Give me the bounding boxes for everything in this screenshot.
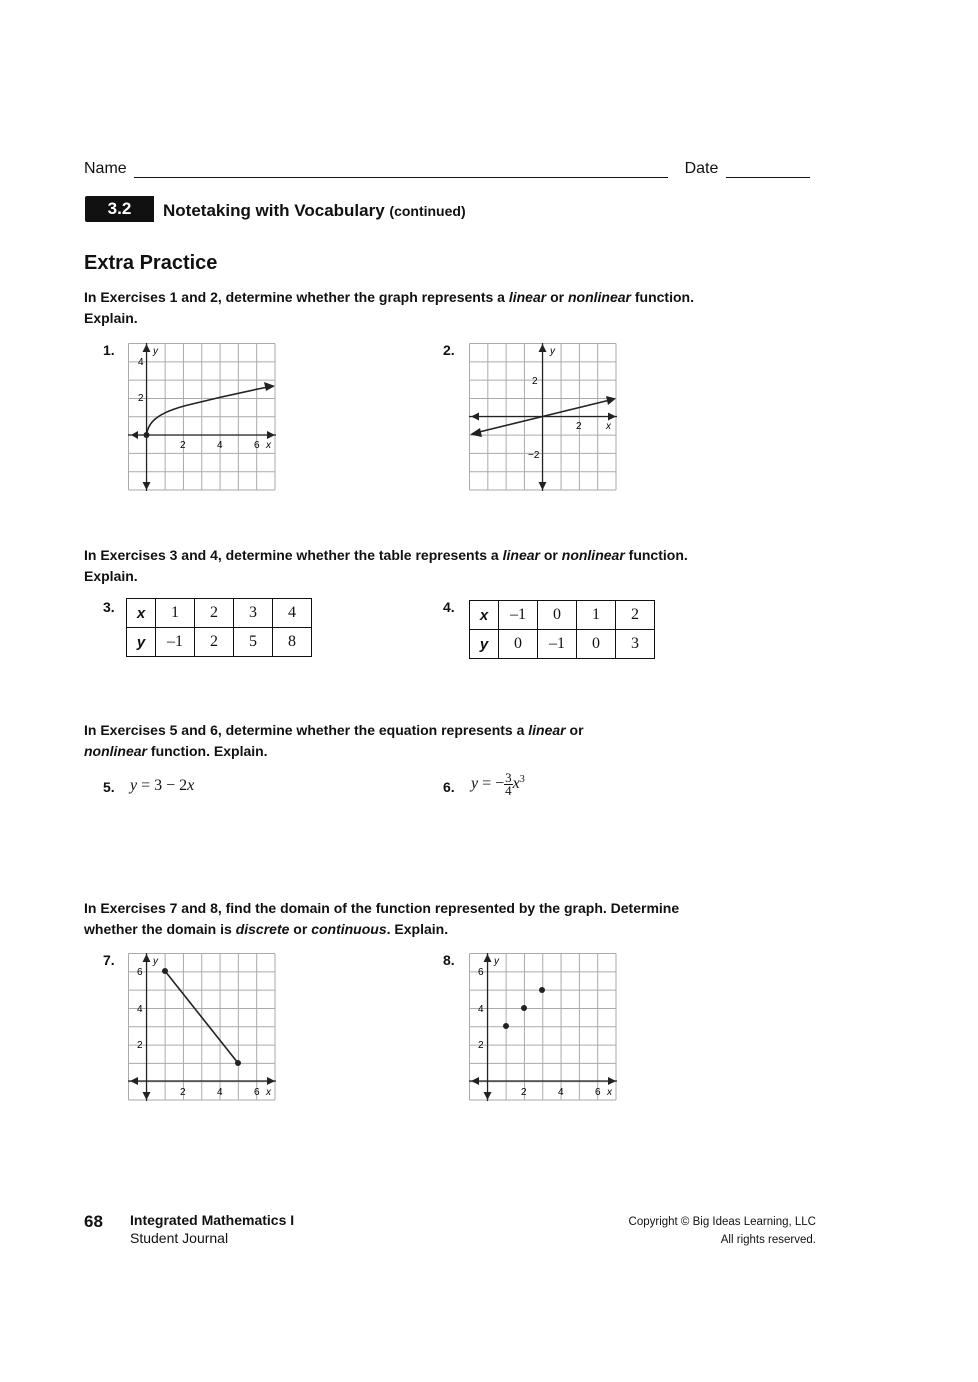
y-tick-neg2: −2 xyxy=(528,450,540,461)
table-cell: 4 xyxy=(273,599,312,628)
y-axis-label: y xyxy=(153,346,158,357)
y-axis-arrow-up-icon xyxy=(143,344,151,352)
table-row-x xyxy=(127,599,312,628)
x-tick-6: 6 xyxy=(595,1087,601,1098)
x-axis-arrow-right-icon xyxy=(267,1077,275,1085)
name-field[interactable] xyxy=(134,160,668,178)
y-axis-label: y xyxy=(153,956,158,967)
y-tick-6: 6 xyxy=(478,967,484,978)
book-title: Integrated Mathematics I xyxy=(130,1212,295,1228)
line-arrow-right-icon xyxy=(606,396,616,405)
exercise-3-table xyxy=(126,598,312,657)
y-axis-label: y xyxy=(494,956,499,967)
exercise-5-equation: y = 3 − 2x xyxy=(130,777,195,794)
y-tick-2: 2 xyxy=(137,1040,143,1051)
footer-copyright xyxy=(629,1213,816,1249)
line-arrow-left-icon xyxy=(470,428,482,437)
x-tick-4: 4 xyxy=(558,1087,564,1098)
table-cell: –1 xyxy=(156,628,195,657)
exercise-7-graph xyxy=(128,953,278,1101)
fraction: $\frac{3}{4}$ xyxy=(505,770,512,798)
y-axis-arrow-down-icon xyxy=(143,482,151,490)
x-axis-label: x xyxy=(606,421,611,432)
table-header-x: x xyxy=(127,599,156,628)
table-cell: 3 xyxy=(234,599,273,628)
table-cell: –1 xyxy=(499,601,538,630)
segment-endpoint xyxy=(235,1060,241,1066)
table-cell: 2 xyxy=(616,601,655,630)
exercise-2-number: 2. xyxy=(443,342,455,358)
x-axis-arrow-right-icon xyxy=(608,413,616,421)
table-cell: 1 xyxy=(577,601,616,630)
x-axis-arrow-right-icon xyxy=(608,1077,616,1085)
exercise-5-number: 5. xyxy=(103,779,115,795)
instructions-7-8: In Exercises 7 and 8, find the domain of the function represented by the graph. Determine whether the domain is discrete or continuous. Explain. xyxy=(84,900,680,937)
book-subtitle: Student Journal xyxy=(130,1230,229,1246)
x-axis-arrow-left-icon xyxy=(130,1077,138,1085)
footer-book xyxy=(130,1211,294,1247)
y-tick-4: 4 xyxy=(138,357,144,368)
page-number: 68 xyxy=(84,1212,103,1231)
x-tick-6: 6 xyxy=(254,440,260,451)
table-header-y: y xyxy=(127,628,156,657)
y-tick-4: 4 xyxy=(478,1004,484,1015)
exercise-8-graph xyxy=(469,953,619,1101)
table-cell: 3 xyxy=(616,630,655,659)
exercise-4-number: 4. xyxy=(443,599,455,615)
exercise-2-graph xyxy=(469,343,619,491)
y-tick-2: 2 xyxy=(478,1040,484,1051)
x-tick-2: 2 xyxy=(180,1087,186,1098)
table-row-y xyxy=(127,628,312,657)
exercise-4-table xyxy=(469,600,655,659)
name-date-row xyxy=(84,160,810,178)
exercise-6-number: 6. xyxy=(443,779,455,795)
exercise-1-number: 1. xyxy=(103,342,115,358)
y-tick-2: 2 xyxy=(532,376,538,387)
x-axis-label: x xyxy=(266,1087,271,1098)
data-point xyxy=(503,1023,509,1029)
section-title xyxy=(163,201,466,221)
x-tick-4: 4 xyxy=(217,440,223,451)
x-axis-arrow-right-icon xyxy=(267,431,275,439)
exercise-8-number: 8. xyxy=(443,952,455,968)
x-axis-arrow-left-icon xyxy=(131,431,138,439)
curve-arrow-icon xyxy=(264,382,275,391)
table-cell: –1 xyxy=(538,630,577,659)
data-point xyxy=(521,1005,527,1011)
x-axis-arrow-left-icon xyxy=(471,413,479,421)
y-axis-arrow-down-icon xyxy=(484,1092,492,1100)
table-header-y: y xyxy=(470,630,499,659)
copyright-text: Copyright © Big Ideas Learning, LLC xyxy=(628,1216,816,1228)
y-axis-arrow-up-icon xyxy=(539,344,547,352)
x-tick-2: 2 xyxy=(521,1087,527,1098)
table-cell: 2 xyxy=(195,628,234,657)
table-cell: 5 xyxy=(234,628,273,657)
exercise-6-equation: y = − $\frac{3}{4}$ $x^3$ xyxy=(471,770,525,798)
section-continued: (continued) xyxy=(389,203,466,219)
rights-text: All rights reserved. xyxy=(720,1234,816,1246)
x-tick-6: 6 xyxy=(254,1087,260,1098)
x-tick-2: 2 xyxy=(576,421,582,432)
y-axis-arrow-up-icon xyxy=(143,954,151,962)
table-cell: 8 xyxy=(273,628,312,657)
y-axis-label: y xyxy=(550,346,555,357)
date-label: Date xyxy=(684,160,719,177)
y-tick-6: 6 xyxy=(137,967,143,978)
table-cell: 2 xyxy=(195,599,234,628)
page-heading: Extra Practice xyxy=(84,252,218,274)
table-row-y xyxy=(470,630,655,659)
x-tick-2: 2 xyxy=(180,440,186,451)
date-field[interactable] xyxy=(726,160,810,178)
x-axis-label: x xyxy=(266,440,271,451)
instructions-5-6: In Exercises 5 and 6, determine whether the equation represents a linear or nonlinear function. Explain. xyxy=(84,722,584,759)
y-tick-2: 2 xyxy=(138,393,144,404)
x-tick-4: 4 xyxy=(217,1087,223,1098)
y-axis-arrow-down-icon xyxy=(539,482,547,490)
table-cell: 0 xyxy=(577,630,616,659)
section-title-text: Notetaking with Vocabulary xyxy=(163,201,385,220)
table-cell: 0 xyxy=(499,630,538,659)
exercise-7-number: 7. xyxy=(103,952,115,968)
name-label: Name xyxy=(84,160,127,177)
x-axis-label: x xyxy=(607,1087,612,1098)
instructions-1-2: In Exercises 1 and 2, determine whether the graph represents a linear or nonlinear function. Explain. xyxy=(84,289,694,326)
exercise-1-graph xyxy=(128,343,278,491)
instructions-3-4: In Exercises 3 and 4, determine whether the table represents a linear or nonlinear function. Explain. xyxy=(84,547,688,584)
segment-endpoint xyxy=(162,968,168,974)
y-axis-arrow-up-icon xyxy=(484,954,492,962)
table-header-x: x xyxy=(470,601,499,630)
table-cell: 1 xyxy=(156,599,195,628)
curve-start-point xyxy=(144,432,150,438)
y-axis-arrow-down-icon xyxy=(143,1092,151,1100)
data-point xyxy=(539,987,545,993)
table-cell: 0 xyxy=(538,601,577,630)
y-tick-4: 4 xyxy=(137,1004,143,1015)
exercise-3-number: 3. xyxy=(103,599,115,615)
section-number-badge: 3.2 xyxy=(85,196,154,222)
x-axis-arrow-left-icon xyxy=(471,1077,479,1085)
table-row-x xyxy=(470,601,655,630)
